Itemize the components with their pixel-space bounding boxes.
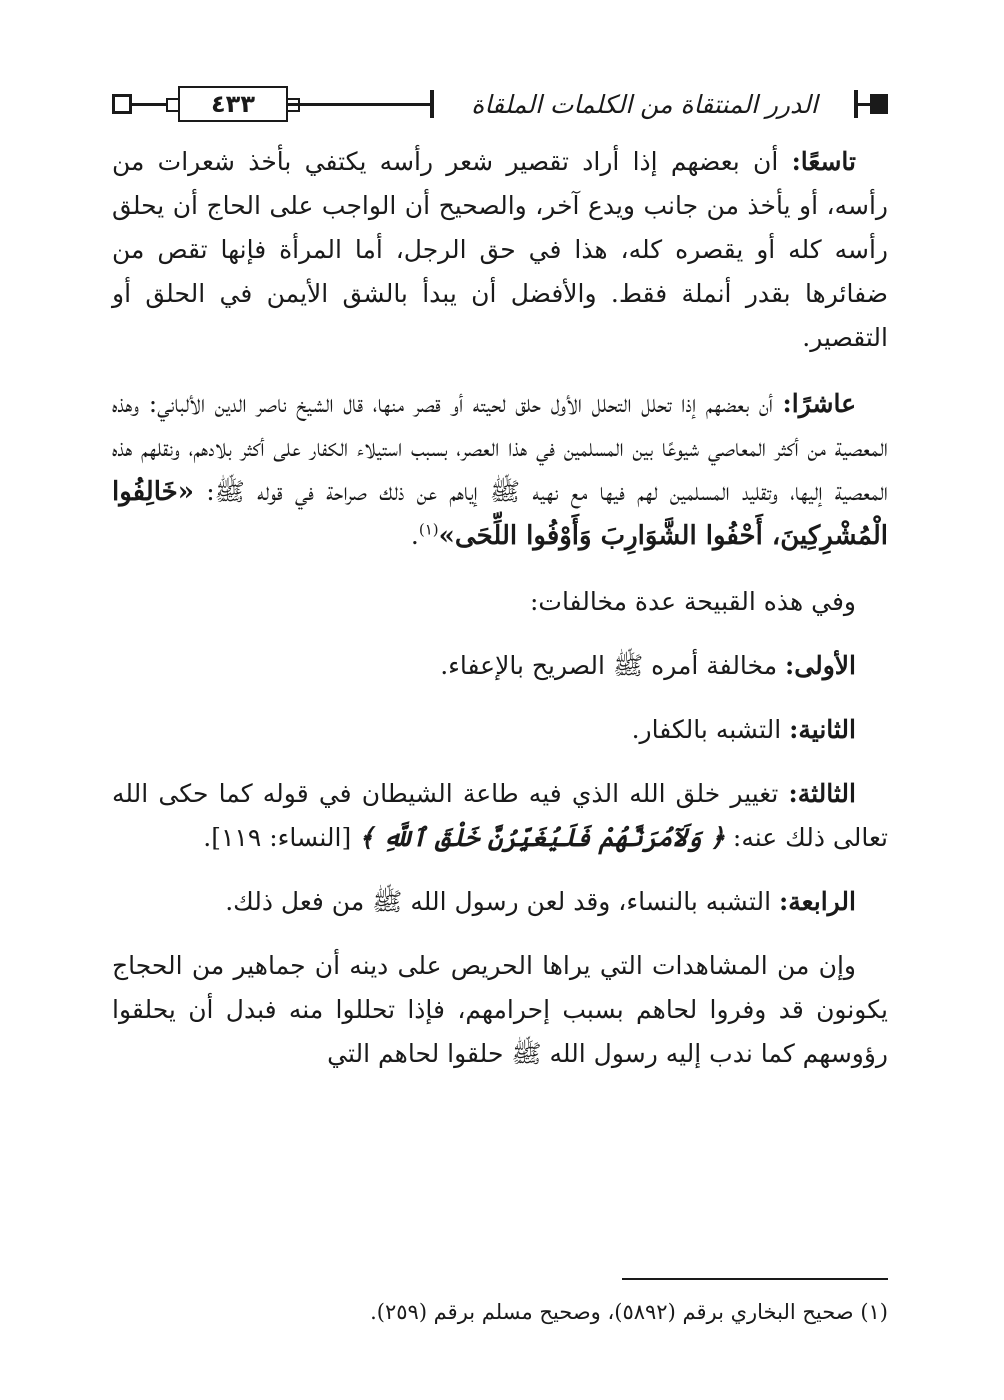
paragraph-third: [112, 772, 888, 860]
paragraph-text: تغيير خلق الله الذي فيه طاعة الشيطان في قوله كما حكى الله تعالى ذلك عنه:: [112, 779, 888, 852]
item-lead: الأولى:: [785, 651, 856, 680]
page-number-frame: [178, 86, 288, 122]
page-header: [112, 84, 888, 128]
header-rule: [858, 103, 870, 106]
quran-verse: ﴿ وَلَآمُرَنَّهُمْ فَلَيُغَيِّرُنَّ خَلْقَ ٱللَّهِ ﴾: [359, 823, 725, 852]
header-ornament-bar: [430, 90, 434, 118]
page-body: [112, 140, 888, 1098]
footnote: (١) صحيح البخاري برقم (٥٨٩٢)، وصحيح مسلم برقم (٢٥٩).: [370, 1300, 888, 1324]
paragraph-text: أن بعضهم إذا أراد تقصير شعر رأسه يكتفي بأخذ شعرات من رأسه، أو يأخذ من جانب ويدع آخر، والصحيح أن الواجب على الحاج أن يحلق رأسه كله أو يقصره كله، هذا في حق الرجل، أما المرأة فإنها تقص من ضفائرها بقدر أنملة فقط. والأفضل أن يبدأ بالشق الأيمن في الحلق أو التقصير.: [112, 147, 888, 352]
hadith-quote: «خَالِفُوا الْمُشْرِكِينَ، أَحْفُوا الشَّوَارِبَ وَأَوْفُوا اللِّحَى»: [112, 477, 888, 551]
header-rule: [288, 103, 430, 106]
item-lead: الثانية:: [789, 715, 856, 744]
item-lead: تاسعًا:: [791, 147, 856, 176]
paragraph-text: التشبه بالكفار.: [631, 715, 790, 744]
item-lead: الرابعة:: [779, 887, 856, 916]
paragraph-first: [112, 644, 888, 688]
sentence-end: .: [410, 521, 419, 550]
item-lead: الثالثة:: [788, 779, 856, 808]
item-lead: عاشرًا:: [782, 389, 856, 418]
paragraph-second: [112, 708, 888, 752]
header-ornament-square-filled: [870, 94, 888, 114]
paragraph-text: أن بعضهم إذا تحلل التحلل الأول حلق لحيته أو قصر منها، قال الشيخ ناصر الدين الألباني: وهذه المعصية من أكثر المعاصي شيوعًا بين المسلمين في هذا العصر، بسبب استيلاء الكفار على أكثر بلادهم، ونقلهم هذه المعصية إليها، وتقليد المسلمين لهم فيها مع نهيه ﷺ إياهم عن ذلك صراحة في قوله ﷺ:: [112, 389, 888, 506]
footnote-separator: [622, 1278, 888, 1280]
paragraph-text: مخالفة أمره ﷺ الصريح بالإعفاء.: [440, 651, 786, 680]
paragraph-tenth: [112, 382, 888, 558]
page-number: ٤٣٣: [211, 90, 255, 118]
paragraph-ninth: [112, 140, 888, 360]
footnote-reference: (١): [418, 520, 439, 539]
paragraph-text: التشبه بالنساء، وقد لعن رسول الله ﷺ من فعل ذلك.: [225, 887, 780, 916]
paragraph-observations: وإن من المشاهدات التي يراها الحريص على دينه أن جماهير من الحجاج يكونون قد وفروا لحاهم بسبب إحرامهم، فإذا تحللوا منه فبدل أن يحلقوا رؤوسهم كما ندب إليه رسول الله ﷺ حلقوا لحاهم التي: [112, 951, 888, 1068]
verse-citation: [النساء: ١١٩].: [203, 823, 360, 852]
header-ornament-square: [112, 94, 132, 114]
paragraph-fourth: [112, 880, 888, 924]
book-title: الدرر المنتقاة من الكلمات الملقاة: [471, 90, 818, 119]
paragraph-violations-intro: وفي هذه القبيحة عدة مخالفات:: [529, 587, 856, 616]
